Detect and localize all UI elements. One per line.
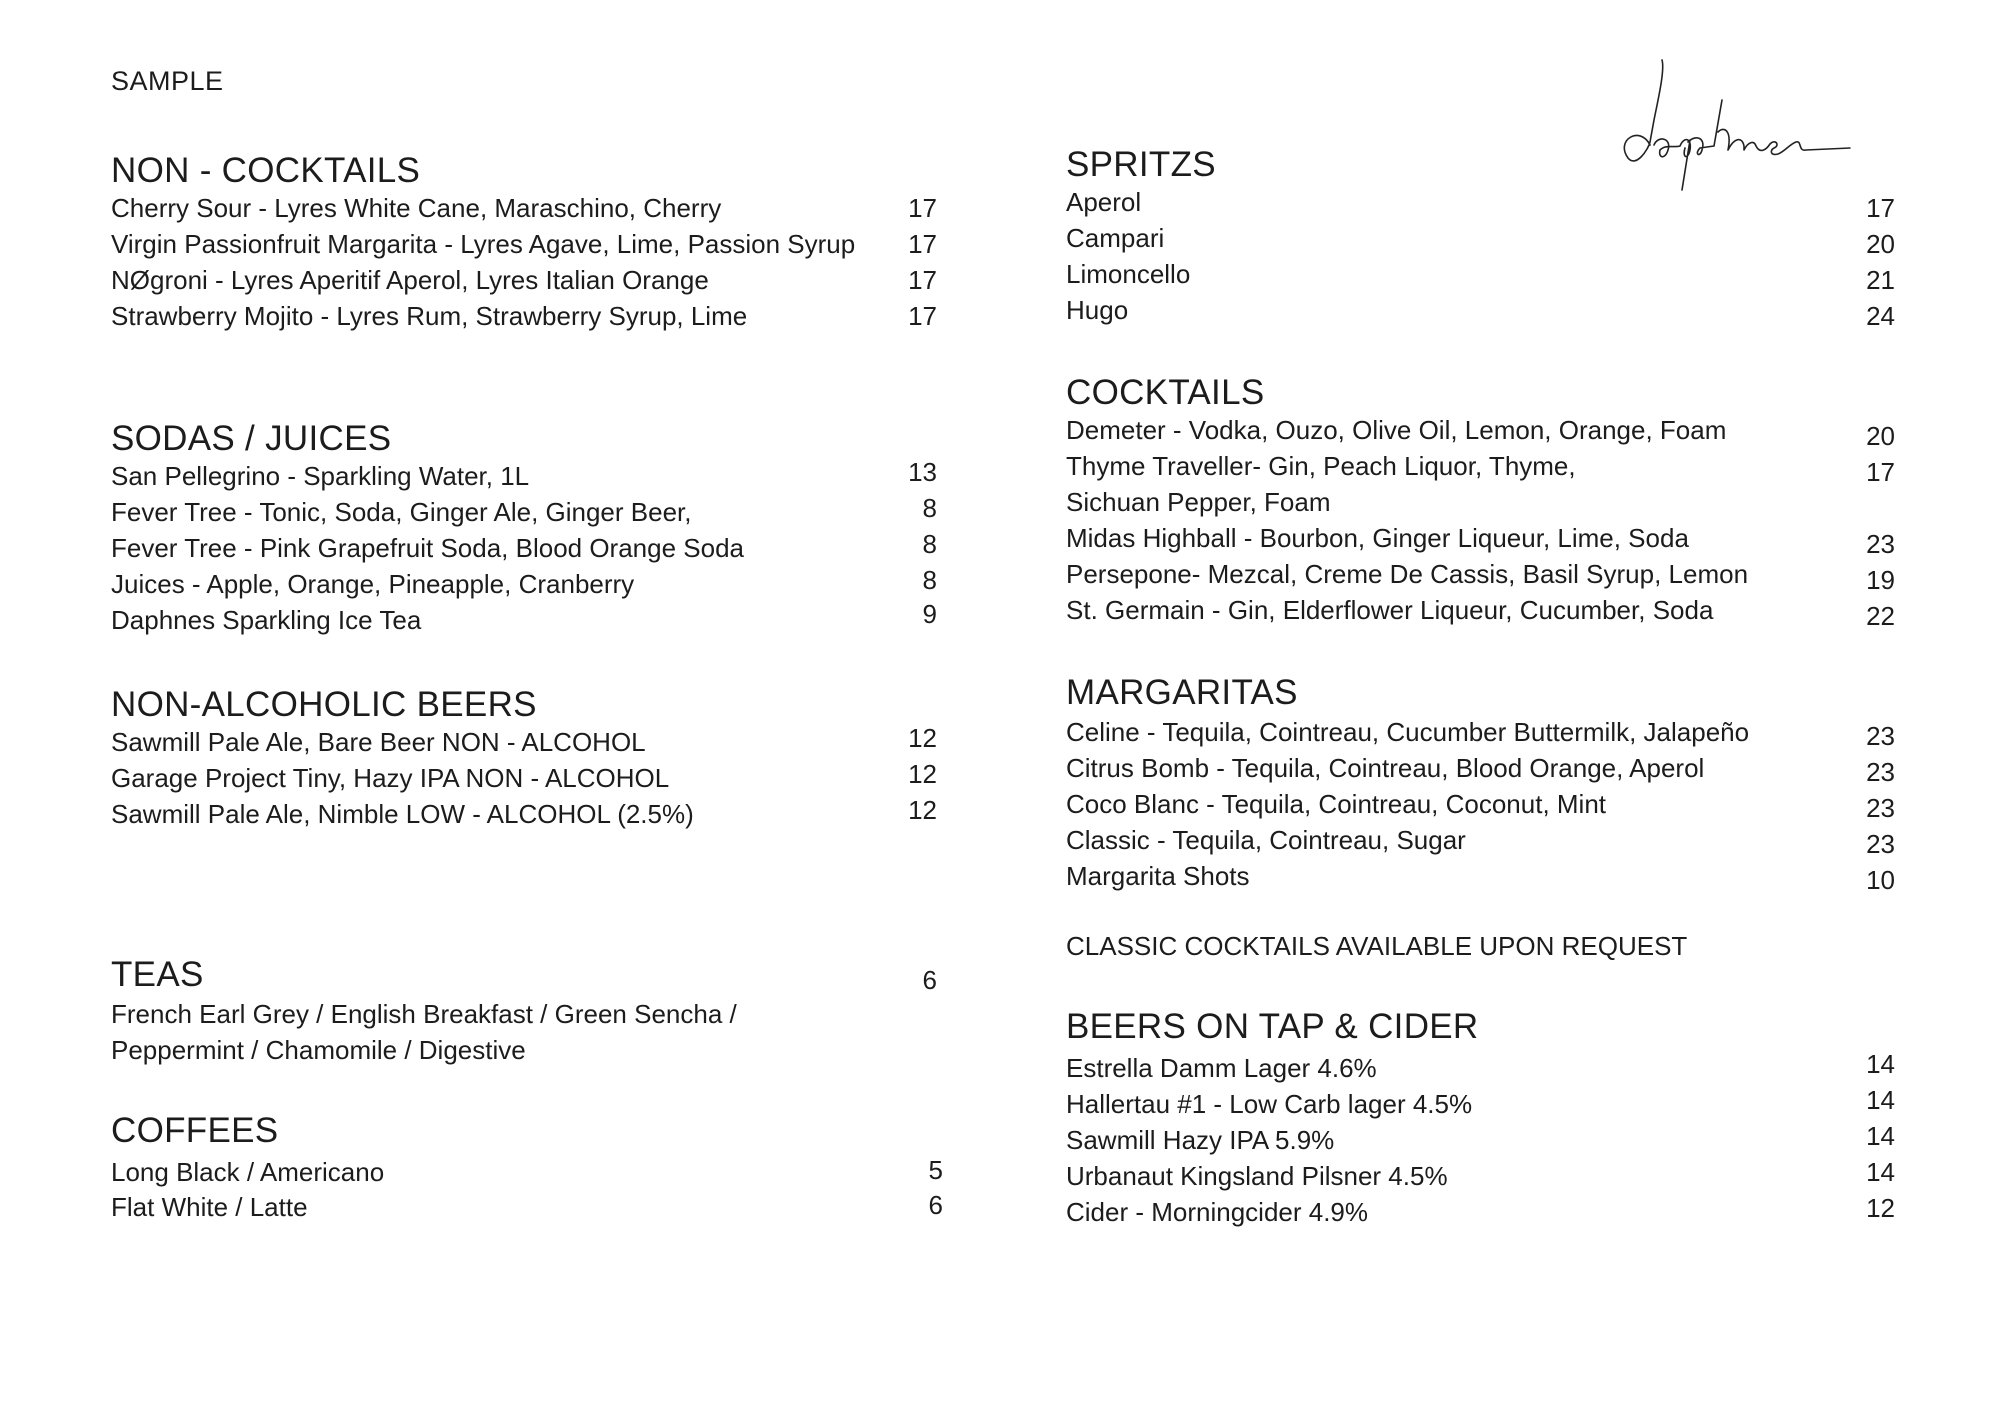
menu-item: Hugo bbox=[1066, 295, 1129, 325]
section-title-margaritas: MARGARITAS bbox=[1066, 673, 1298, 712]
section-title-sodas: SODAS / JUICES bbox=[111, 419, 392, 458]
menu-price: 23 bbox=[1866, 829, 1895, 859]
section-title-non-cocktails: NON - COCKTAILS bbox=[111, 151, 421, 190]
menu-item: Daphnes Sparkling Ice Tea bbox=[111, 605, 422, 635]
menu-item: Fever Tree - Pink Grapefruit Soda, Blood Orange Soda bbox=[111, 533, 745, 563]
section-title-coffees: COFFEES bbox=[111, 1111, 279, 1150]
menu-price: 8 bbox=[922, 565, 937, 595]
menu-price: 14 bbox=[1866, 1121, 1895, 1151]
menu-item: Campari bbox=[1066, 223, 1165, 253]
menu-item: Sawmill Hazy IPA 5.9% bbox=[1066, 1125, 1335, 1155]
menu-item: Cherry Sour - Lyres White Cane, Maraschino, Cherry bbox=[111, 193, 722, 223]
menu-price: 12 bbox=[908, 723, 937, 753]
menu-item: Celine - Tequila, Cointreau, Cucumber Buttermilk, Jalapeño bbox=[1066, 717, 1750, 747]
menu-item: Persepone- Mezcal, Creme De Cassis, Basil Syrup, Lemon bbox=[1066, 559, 1749, 589]
menu-item: Virgin Passionfruit Margarita - Lyres Agave, Lime, Passion Syrup bbox=[111, 229, 856, 259]
menu-price: 23 bbox=[1866, 529, 1895, 559]
sample-label: SAMPLE bbox=[111, 66, 224, 96]
menu-price: 17 bbox=[1866, 193, 1895, 223]
menu-price: 12 bbox=[908, 759, 937, 789]
menu-item: Urbanaut Kingsland Pilsner 4.5% bbox=[1066, 1161, 1448, 1191]
menu-item: Sawmill Pale Ale, Nimble LOW - ALCOHOL (2.5%) bbox=[111, 799, 694, 829]
menu-item: Midas Highball - Bourbon, Ginger Liqueur, Lime, Soda bbox=[1066, 523, 1689, 553]
menu-price: 20 bbox=[1866, 229, 1895, 259]
menu-item: Classic - Tequila, Cointreau, Sugar bbox=[1066, 825, 1466, 855]
menu-price: 6 bbox=[928, 1190, 943, 1220]
menu-price: 17 bbox=[908, 193, 937, 223]
daphnes-logo bbox=[1610, 50, 1870, 200]
menu-item: Juices - Apple, Orange, Pineapple, Cranberry bbox=[111, 569, 635, 599]
menu-price: 23 bbox=[1866, 721, 1895, 751]
menu-price: 23 bbox=[1866, 793, 1895, 823]
menu-price: 9 bbox=[922, 599, 937, 629]
menu-price: 12 bbox=[1866, 1193, 1895, 1223]
menu-price: 21 bbox=[1866, 265, 1895, 295]
menu-item: San Pellegrino - Sparkling Water, 1L bbox=[111, 461, 530, 491]
menu-item: Coco Blanc - Tequila, Cointreau, Coconut, Mint bbox=[1066, 789, 1607, 819]
menu-price: 17 bbox=[908, 229, 937, 259]
menu-item: Garage Project Tiny, Hazy IPA NON - ALCOHOL bbox=[111, 763, 670, 793]
menu-item: Hallertau #1 - Low Carb lager 4.5% bbox=[1066, 1089, 1473, 1119]
menu-item: Aperol bbox=[1066, 187, 1142, 217]
menu-price: 14 bbox=[1866, 1085, 1895, 1115]
menu-price: 17 bbox=[1866, 457, 1895, 487]
menu-item: Thyme Traveller- Gin, Peach Liquor, Thyme, bbox=[1066, 451, 1576, 481]
classic-cocktails-note: CLASSIC COCKTAILS AVAILABLE UPON REQUEST bbox=[1066, 931, 1688, 961]
menu-price: 6 bbox=[922, 965, 937, 995]
tea-list-line: Peppermint / Chamomile / Digestive bbox=[111, 1035, 526, 1065]
menu-item: Long Black / Americano bbox=[111, 1157, 385, 1187]
menu-price: 17 bbox=[908, 301, 937, 331]
menu-item: Cider - Morningcider 4.9% bbox=[1066, 1197, 1369, 1227]
section-title-cocktails: COCKTAILS bbox=[1066, 373, 1265, 412]
menu-price: 14 bbox=[1866, 1049, 1895, 1079]
menu-item: NØgroni - Lyres Aperitif Aperol, Lyres Italian Orange bbox=[111, 265, 709, 295]
menu-item: Strawberry Mojito - Lyres Rum, Strawberry Syrup, Lime bbox=[111, 301, 748, 331]
menu-price: 17 bbox=[908, 265, 937, 295]
section-title-teas: TEAS bbox=[111, 955, 204, 994]
menu-item: Sawmill Pale Ale, Bare Beer NON - ALCOHOL bbox=[111, 727, 646, 757]
menu-item: Estrella Damm Lager 4.6% bbox=[1066, 1053, 1377, 1083]
menu-price: 5 bbox=[928, 1155, 943, 1185]
menu-price: 14 bbox=[1866, 1157, 1895, 1187]
menu-price: 8 bbox=[922, 493, 937, 523]
menu-item: Demeter - Vodka, Ouzo, Olive Oil, Lemon, Orange, Foam bbox=[1066, 415, 1727, 445]
menu-price: 20 bbox=[1866, 421, 1895, 451]
menu-item-continued: Sichuan Pepper, Foam bbox=[1066, 487, 1331, 517]
menu-item: Margarita Shots bbox=[1066, 861, 1250, 891]
menu-item: Flat White / Latte bbox=[111, 1192, 308, 1222]
menu-item: Citrus Bomb - Tequila, Cointreau, Blood Orange, Aperol bbox=[1066, 753, 1705, 783]
tea-list-line: French Earl Grey / English Breakfast / Green Sencha / bbox=[111, 999, 737, 1029]
menu-item: Fever Tree - Tonic, Soda, Ginger Ale, Ginger Beer, bbox=[111, 497, 692, 527]
section-title-non-alcoholic-beers: NON-ALCOHOLIC BEERS bbox=[111, 685, 537, 724]
menu-item: Limoncello bbox=[1066, 259, 1191, 289]
menu-item: St. Germain - Gin, Elderflower Liqueur, Cucumber, Soda bbox=[1066, 595, 1714, 625]
menu-price: 23 bbox=[1866, 757, 1895, 787]
menu-price: 8 bbox=[922, 529, 937, 559]
section-title-beers-on-tap: BEERS ON TAP & CIDER bbox=[1066, 1007, 1479, 1046]
menu-price: 24 bbox=[1866, 301, 1895, 331]
menu-price: 13 bbox=[908, 457, 937, 487]
menu-price: 22 bbox=[1866, 601, 1895, 631]
menu-price: 19 bbox=[1866, 565, 1895, 595]
menu-price: 12 bbox=[908, 795, 937, 825]
section-title-spritzs: SPRITZS bbox=[1066, 145, 1216, 184]
menu-price: 10 bbox=[1866, 865, 1895, 895]
